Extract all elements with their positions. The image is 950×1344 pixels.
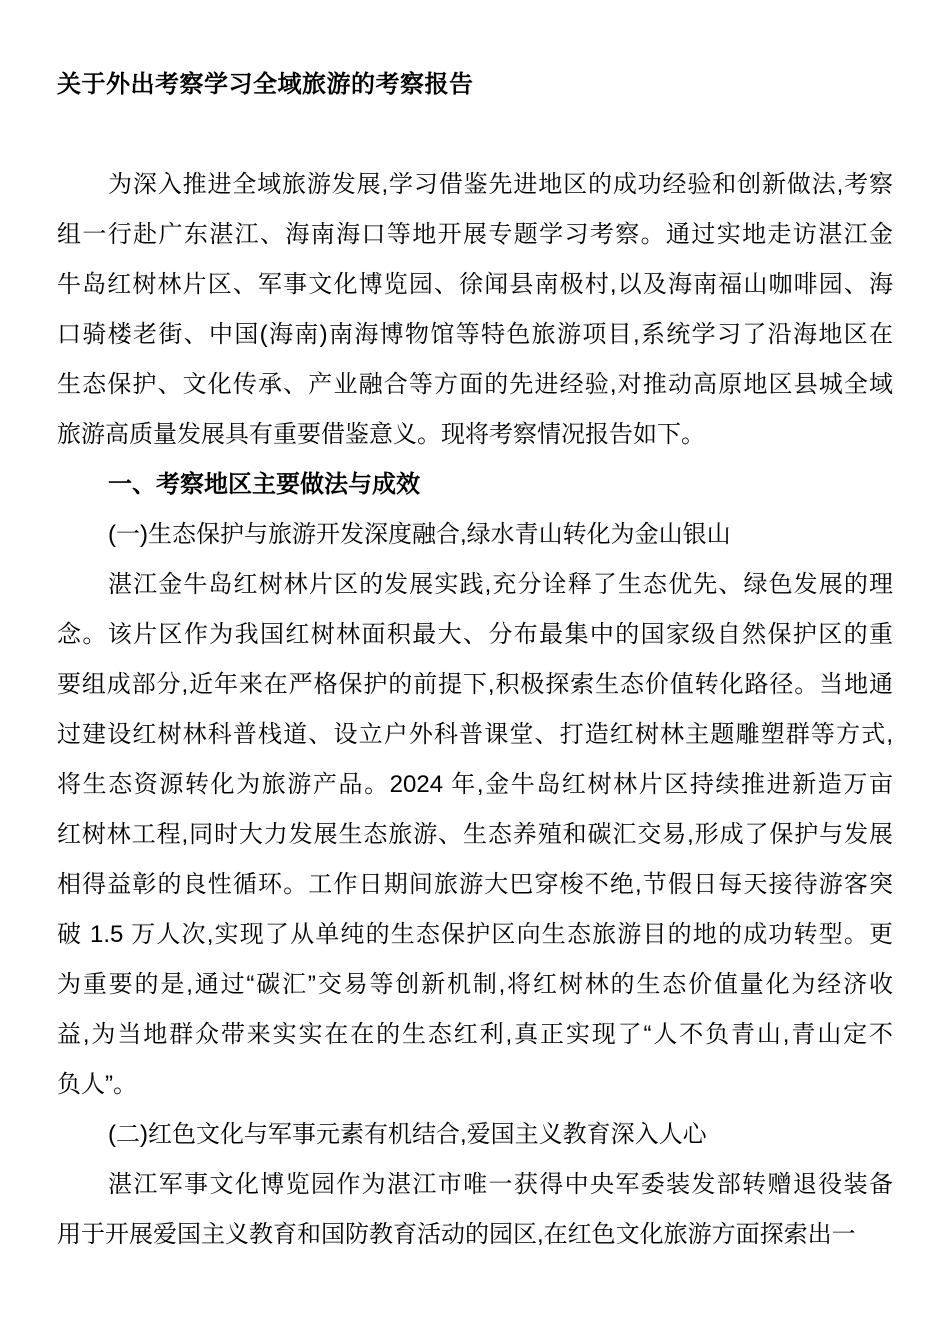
text-line: 湛江军事文化博览园作为湛江市唯一获得中央军委装发部转赠退役装备 bbox=[108, 1171, 893, 1198]
text-line: 要组成部分,近年来在严格保护的前提下,积极探索生态价值转化路径。当地通 bbox=[57, 671, 893, 698]
text-line: 负人”。 bbox=[57, 1071, 137, 1098]
paragraph-block bbox=[57, 1160, 893, 1260]
subheading-block bbox=[57, 1110, 893, 1160]
paragraph-block bbox=[57, 160, 893, 460]
paragraph-block bbox=[57, 560, 893, 1110]
text-line: 湛江金牛岛红树林片区的发展实践,充分诠释了生态优先、绿色发展的理 bbox=[108, 571, 893, 598]
text-line: 将生态资源转化为旅游产品。2024 年,金牛岛红树林片区持续推进新造万亩 bbox=[57, 771, 893, 798]
text-line: 旅游高质量发展具有重要借鉴意义。现将考察情况报告如下。 bbox=[57, 421, 705, 448]
text-line: 为重要的是,通过“碳汇”交易等创新机制,将红树林的生态价值量化为经济收 bbox=[57, 971, 893, 998]
text-line: 益,为当地群众带来实实在在的生态红利,真正实现了“人不负青山,青山定不 bbox=[57, 1021, 893, 1048]
text-line: (二)红色文化与军事元素有机结合,爱国主义教育深入人心 bbox=[108, 1121, 707, 1148]
text-line: 过建设红树林科普栈道、设立户外科普课堂、打造红树林主题雕塑群等方式, bbox=[57, 721, 893, 748]
text-line: 用于开展爱国主义教育和国防教育活动的园区,在红色文化旅游方面探索出一 bbox=[57, 1221, 856, 1248]
subheading-block bbox=[57, 510, 893, 560]
text-line: 为深入推进全域旅游发展,学习借鉴先进地区的成功经验和创新做法,考察 bbox=[108, 171, 893, 198]
text-line: 口骑楼老街、中国(海南)南海博物馆等特色旅游项目,系统学习了沿海地区在 bbox=[57, 321, 893, 348]
text-line: 红树林工程,同时大力发展生态旅游、生态养殖和碳汇交易,形成了保护与发展 bbox=[57, 821, 893, 848]
text-line: 组一行赴广东湛江、海南海口等地开展专题学习考察。通过实地走访湛江金 bbox=[57, 221, 893, 248]
text-line: (一)生态保护与旅游开发深度融合,绿水青山转化为金山银山 bbox=[108, 521, 731, 548]
text-line: 生态保护、文化传承、产业融合等方面的先进经验,对推动高原地区县城全域 bbox=[57, 371, 893, 398]
text-line: 牛岛红树林片区、军事文化博览园、徐闻县南极村,以及海南福山咖啡园、海 bbox=[57, 271, 893, 298]
document-title bbox=[57, 60, 893, 110]
text-line: 一、考察地区主要做法与成效 bbox=[108, 471, 420, 498]
document-body bbox=[57, 60, 893, 1260]
heading-block bbox=[57, 460, 893, 510]
text-line: 念。该片区作为我国红树林面积最大、分布最集中的国家级自然保护区的重 bbox=[57, 621, 893, 648]
text-line: 相得益彰的良性循环。工作日期间旅游大巴穿梭不绝,节假日每天接待游客突 bbox=[57, 871, 893, 898]
title-text: 关于外出考察学习全域旅游的考察报告 bbox=[57, 71, 474, 98]
text-line: 破 1.5 万人次,实现了从单纯的生态保护区向生态旅游目的地的成功转型。更 bbox=[57, 921, 893, 948]
